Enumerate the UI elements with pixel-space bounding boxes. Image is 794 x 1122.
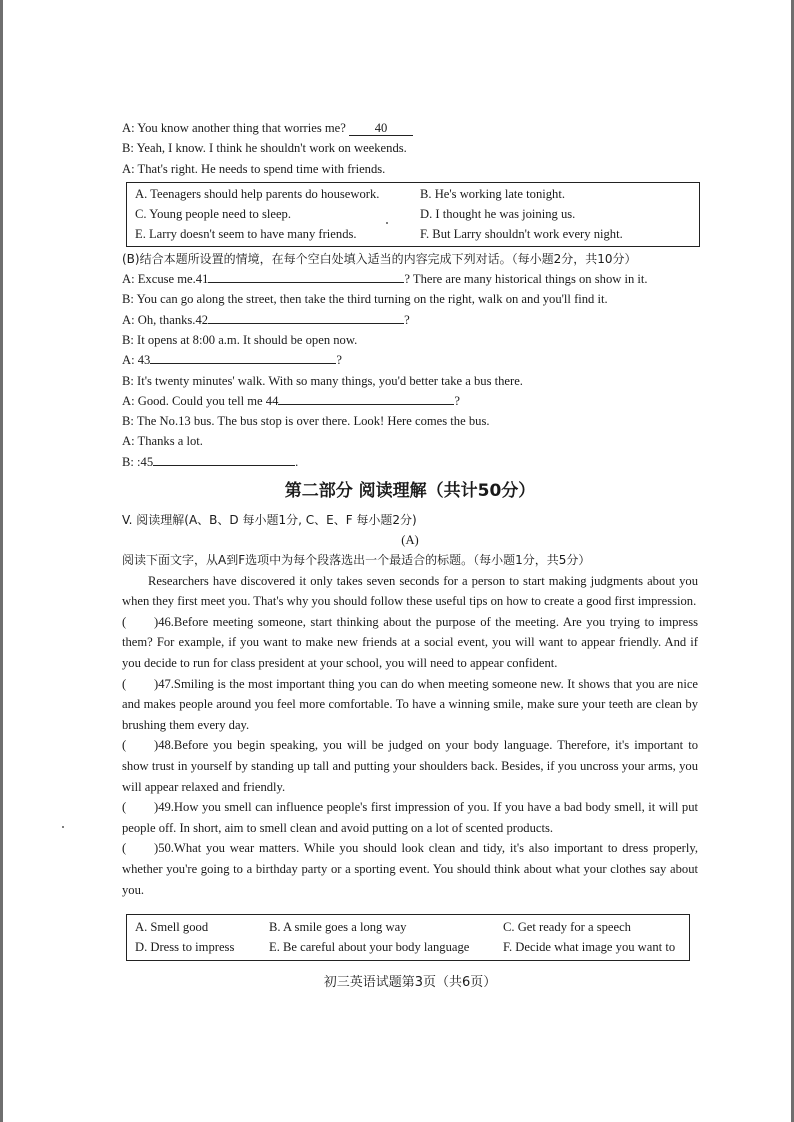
title-option-b: B. A smile goes a long way: [269, 920, 407, 935]
option-c: C. Young people need to sleep.: [135, 207, 292, 222]
options-row: [135, 184, 699, 204]
option-a: A. Teenagers should help parents do housework.: [135, 186, 380, 201]
answer-paren-50[interactable]: (: [122, 841, 127, 856]
answer-paren-49[interactable]: (: [122, 800, 127, 815]
options-row: [135, 937, 689, 957]
option-d: D. I thought he was joining us.: [420, 207, 576, 222]
part-b-instruction: (B)结合本题所设置的情境，在每个空白处填入适当的内容完成下列对话。（每小题2分，共10分）: [122, 251, 637, 266]
answer-blank-41[interactable]: [208, 282, 404, 283]
option-f: F. But Larry shouldn't work every night.: [420, 227, 623, 242]
title-option-f: F. Decide what image you want to: [503, 940, 676, 955]
dialogue-line-45: B: :45 .: [122, 454, 299, 469]
exam-page: [122, 118, 698, 993]
title-option-e: E. Be careful about your body language: [269, 940, 470, 955]
dialogue-line-42: A: Oh, thanks.42 ?: [122, 312, 410, 327]
answer-paren-46[interactable]: (: [122, 614, 127, 629]
dialogue-line: A: That's right. He needs to spend time with friends.: [122, 161, 386, 176]
paragraph-48: ( )48.Before you begin speaking, you will be judged on your body language. Therefore, it's important to show trust in yourself by standing up tall and putting your shoulders back. Besides, if you uncross your arms, you will appear relaxed and friendly.: [122, 735, 698, 797]
paragraph-46: ( )46.Before meeting someone, start thinking about the purpose of the meeting. Are you trying to impress them? For example, if you want to make new friends at a social event, you will want to appear friendly. And if you decide to run for class president at your school, you will need to appear confident.: [122, 612, 698, 674]
options-box-b: [126, 914, 690, 961]
dialogue-line: A: Thanks a lot.: [122, 434, 203, 449]
page-footer: 初三英语试题第3页（共6页）: [323, 974, 497, 990]
options-row: [135, 224, 699, 244]
passage-intro: Researchers have discovered it only takes seven seconds for a person to start making judgments about you when they first meet you. That's why you should follow these useful tips on how to create a good first impression.: [122, 573, 698, 609]
section-5-heading: V. 阅读理解(A、B、D 每小题1分, C、E、F 每小题2分): [122, 513, 417, 528]
scan-speck: [386, 222, 388, 224]
option-b: B. He's working late tonight.: [420, 186, 565, 201]
passage-a-instruction: 阅读下面文字，从A到F选项中为每个段落选出一个最适合的标题。（每小题1分，共5分）: [122, 553, 591, 568]
title-option-a: A. Smell good: [135, 920, 209, 935]
dialogue-line: B: The No.13 bus. The bus stop is over there. Look! Here comes the bus.: [122, 414, 490, 429]
passage-a-label: (A): [401, 533, 419, 548]
answer-blank-44[interactable]: [278, 404, 454, 405]
answer-paren-47[interactable]: (: [122, 676, 127, 691]
paragraph-49: ( )49.How you smell can influence people's first impression of you. If you have a bad body smell, it will put people off. In short, aim to smell clean and avoid putting on a lot of scented products.: [122, 797, 698, 838]
option-e: E. Larry doesn't seem to have many friends.: [135, 227, 357, 242]
dialogue-line: B: Yeah, I know. I think he shouldn't work on weekends.: [122, 141, 407, 156]
title-option-d: D. Dress to impress: [135, 940, 235, 955]
dialogue-line-43: A: 43 ?: [122, 353, 342, 368]
options-row: [135, 204, 699, 224]
paragraph-50: ( )50.What you wear matters. While you should look clean and tidy, it's also important to dress properly, whether you're going to a birthday party or a sporting event. You should think about what your clothes say about you.: [122, 838, 698, 900]
dialogue-line-41: A: Excuse me.41 ? There are many historical things on show in it.: [122, 272, 648, 287]
section-2-title: 第二部分 阅读理解（共计50分）: [284, 481, 536, 502]
answer-blank-42[interactable]: [208, 323, 404, 324]
answer-paren-48[interactable]: (: [122, 738, 127, 753]
answer-blank-45[interactable]: [153, 465, 295, 466]
scan-speck: [62, 826, 64, 828]
title-option-c: C. Get ready for a speech: [503, 920, 631, 935]
answer-blank-43[interactable]: [150, 363, 336, 364]
options-box-a: [126, 182, 700, 247]
dialogue-line: B: It opens at 8:00 a.m. It should be open now.: [122, 332, 358, 347]
paragraph-47: ( )47.Smiling is the most important thing you can do when meeting someone new. It shows that you are nice and makes people around you feel more comfortable. To have a winning smile, make sure your teeth are clean by brushing them every day.: [122, 674, 698, 736]
options-row: [135, 917, 689, 937]
answer-blank-40[interactable]: 40: [349, 122, 413, 136]
dialogue-line-40: A: You know another thing that worries me? 40: [122, 118, 698, 138]
dialogue-line: B: It's twenty minutes' walk. With so many things, you'd better take a bus there.: [122, 373, 523, 388]
dialogue-line-44: A: Good. Could you tell me 44 ?: [122, 393, 460, 408]
dialogue-line: B: You can go along the street, then take the third turning on the right, walk on and you'll find it.: [122, 292, 608, 307]
scan-edge-left: [0, 0, 3, 1122]
